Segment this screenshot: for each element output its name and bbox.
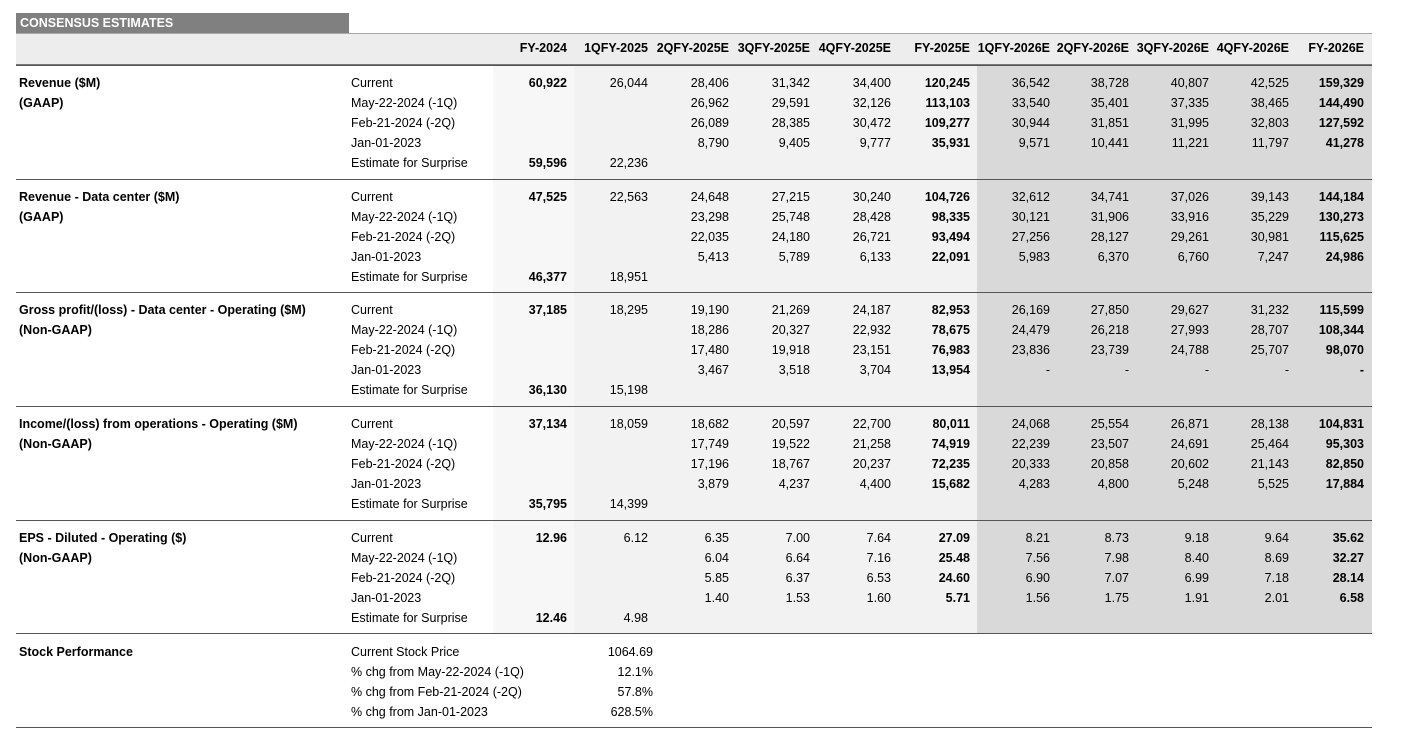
- table-cell: 80,011: [932, 417, 970, 431]
- table-cell: 7.56: [1025, 551, 1050, 565]
- table-cell: 22,563: [609, 190, 648, 204]
- table-cell: 60,922: [528, 76, 567, 90]
- row-label: Feb-21-2024 (-2Q): [351, 230, 456, 244]
- table-cell: 113,103: [925, 96, 970, 110]
- row-label: Feb-21-2024 (-2Q): [351, 457, 456, 471]
- table-cell: 23,151: [852, 343, 891, 357]
- table-cell: 3,704: [859, 363, 891, 377]
- table-cell: 6,370: [1097, 250, 1129, 264]
- table-cell: -: [1284, 363, 1289, 377]
- table-cell: 20,327: [771, 323, 810, 337]
- row-label: Jan-01-2023: [351, 477, 422, 491]
- row-label: Current: [351, 417, 393, 431]
- table-cell: 8,790: [697, 136, 729, 150]
- table-cell: 18,951: [609, 270, 648, 284]
- table-cell: 82,850: [1325, 457, 1364, 471]
- table-cell: 28,385: [771, 116, 810, 130]
- table-cell: 6,760: [1177, 250, 1209, 264]
- table-cell: 20,858: [1090, 457, 1129, 471]
- table-cell: 7.16: [866, 551, 891, 565]
- table-cell: 30,472: [852, 116, 891, 130]
- table-cell: 35,229: [1250, 210, 1289, 224]
- column-header: FY-2025E: [914, 41, 970, 55]
- column-header: FY-2026E: [1308, 41, 1364, 55]
- table-cell: 46,377: [528, 270, 567, 284]
- table-cell: 35,401: [1090, 96, 1129, 110]
- table-cell: 6,133: [859, 250, 891, 264]
- row-label: Jan-01-2023: [351, 363, 422, 377]
- table-cell: 28,406: [690, 76, 729, 90]
- table-cell: 27,850: [1090, 303, 1129, 317]
- table-cell: 78,675: [931, 323, 970, 337]
- row-label: Jan-01-2023: [351, 136, 422, 150]
- table-cell: 23,298: [690, 210, 729, 224]
- row-label: Jan-01-2023: [351, 250, 422, 264]
- table-cell: 37,134: [528, 417, 567, 431]
- table-cell: 26,962: [690, 96, 729, 110]
- table-cell: 24,788: [1170, 343, 1209, 357]
- table-cell: 32,803: [1250, 116, 1289, 130]
- table-cell: 4,800: [1097, 477, 1129, 491]
- table-cell: 104,831: [1318, 417, 1364, 431]
- table-cell: 14,399: [609, 497, 648, 511]
- table-cell: 8.40: [1184, 551, 1209, 565]
- table-cell: 12.46: [535, 611, 567, 625]
- table-cell: 21,269: [771, 303, 810, 317]
- table-cell: 19,522: [771, 437, 810, 451]
- table-cell: 35,931: [931, 136, 970, 150]
- section-divider: [16, 65, 1372, 66]
- table-cell: 6.12: [623, 531, 648, 545]
- stock-row-value: 1064.69: [607, 645, 653, 659]
- table-cell: 15,198: [609, 383, 648, 397]
- row-label: May-22-2024 (-1Q): [351, 96, 458, 110]
- table-cell: 3,879: [697, 477, 729, 491]
- table-cell: 144,184: [1318, 190, 1364, 204]
- table-title: CONSENSUS ESTIMATES: [16, 13, 349, 33]
- row-label: Current: [351, 76, 393, 90]
- stock-row-value: 57.8%: [617, 685, 653, 699]
- table-cell: 32.27: [1332, 551, 1364, 565]
- table-cell: 7.18: [1264, 571, 1289, 585]
- table-cell: 26,169: [1011, 303, 1050, 317]
- table-cell: 35,795: [528, 497, 567, 511]
- stock-performance-label: Stock Performance: [19, 645, 133, 659]
- table-cell: 9.64: [1264, 531, 1289, 545]
- section-sublabel: (Non-GAAP): [19, 437, 92, 451]
- table-cell: 29,591: [771, 96, 810, 110]
- table-cell: 25,554: [1090, 417, 1129, 431]
- table-cell: 26,721: [852, 230, 891, 244]
- table-cell: 76,983: [931, 343, 970, 357]
- table-cell: 2.01: [1264, 591, 1289, 605]
- table-cell: 120,245: [924, 76, 970, 90]
- table-cell: 31,342: [771, 76, 810, 90]
- table-cell: 4,400: [859, 477, 891, 491]
- table-cell: 26,218: [1090, 323, 1129, 337]
- table-cell: 31,906: [1090, 210, 1129, 224]
- table-cell: 47,525: [528, 190, 567, 204]
- table-cell: 28,707: [1250, 323, 1289, 337]
- table-cell: 9,571: [1018, 136, 1050, 150]
- table-cell: 39,143: [1250, 190, 1289, 204]
- table-cell: 6.58: [1339, 591, 1364, 605]
- column-header: 2QFY-2025E: [656, 41, 729, 55]
- table-cell: 27.09: [938, 531, 970, 545]
- table-cell: 26,089: [690, 116, 729, 130]
- table-cell: 6.37: [785, 571, 810, 585]
- table-cell: 8.73: [1104, 531, 1129, 545]
- table-cell: 22,236: [609, 156, 648, 170]
- table-cell: 7.64: [866, 531, 891, 545]
- table-cell: 32,612: [1011, 190, 1050, 204]
- table-cell: 127,592: [1318, 116, 1364, 130]
- table-cell: 23,739: [1090, 343, 1129, 357]
- table-cell: 20,597: [771, 417, 810, 431]
- table-cell: 23,836: [1011, 343, 1050, 357]
- section-label: EPS - Diluted - Operating ($): [19, 531, 187, 545]
- column-header: FY-2024: [519, 41, 567, 55]
- table-cell: 95,303: [1325, 437, 1364, 451]
- table-cell: 104,726: [924, 190, 970, 204]
- table-cell: 22,091: [931, 250, 970, 264]
- table-cell: 18,767: [771, 457, 810, 471]
- table-cell: 12.96: [535, 531, 567, 545]
- row-label: Estimate for Surprise: [351, 156, 468, 170]
- column-header: 2QFY-2026E: [1056, 41, 1129, 55]
- table-cell: 1.91: [1184, 591, 1209, 605]
- table-cell: 35.62: [1332, 531, 1364, 545]
- table-cell: 11,221: [1171, 136, 1209, 150]
- table-cell: 37,026: [1170, 190, 1209, 204]
- table-cell: 1.60: [866, 591, 891, 605]
- section-divider: [16, 292, 1372, 293]
- table-cell: 7.07: [1104, 571, 1129, 585]
- column-header: 4QFY-2026E: [1216, 41, 1289, 55]
- table-cell: 33,540: [1011, 96, 1050, 110]
- table-cell: 30,981: [1250, 230, 1289, 244]
- table-cell: 24,986: [1325, 250, 1364, 264]
- row-label: May-22-2024 (-1Q): [351, 437, 458, 451]
- table-cell: 26,871: [1170, 417, 1209, 431]
- table-cell: 159,329: [1318, 76, 1364, 90]
- row-label: Estimate for Surprise: [351, 383, 468, 397]
- table-cell: 29,261: [1170, 230, 1209, 244]
- table-cell: 8.69: [1264, 551, 1289, 565]
- table-cell: 30,121: [1011, 210, 1050, 224]
- section-divider: [16, 633, 1372, 634]
- table-cell: 22,932: [852, 323, 891, 337]
- table-cell: 115,625: [1319, 230, 1364, 244]
- table-cell: -: [1359, 363, 1364, 377]
- table-cell: 32,126: [852, 96, 891, 110]
- table-cell: 38,465: [1250, 96, 1289, 110]
- section-label: Income/(loss) from operations - Operating ($M): [19, 417, 298, 431]
- section-divider: [16, 179, 1372, 180]
- table-cell: 36,542: [1011, 76, 1050, 90]
- table-cell: 24,691: [1170, 437, 1209, 451]
- table-cell: 37,185: [528, 303, 567, 317]
- section-sublabel: (Non-GAAP): [19, 323, 92, 337]
- table-cell: -: [1045, 363, 1050, 377]
- table-cell: 3,518: [778, 363, 810, 377]
- table-cell: 9.18: [1184, 531, 1209, 545]
- table-cell: 18,059: [609, 417, 648, 431]
- table-cell: 40,807: [1170, 76, 1209, 90]
- table-cell: 28,127: [1090, 230, 1129, 244]
- table-cell: 6.04: [704, 551, 729, 565]
- table-cell: 72,235: [931, 457, 970, 471]
- table-cell: 28,428: [852, 210, 891, 224]
- table-cell: 5,413: [697, 250, 729, 264]
- table-cell: 24,068: [1011, 417, 1050, 431]
- table-cell: 1.75: [1104, 591, 1129, 605]
- table-cell: 7,247: [1257, 250, 1289, 264]
- row-label: Feb-21-2024 (-2Q): [351, 116, 456, 130]
- column-header: 1QFY-2026E: [977, 41, 1050, 55]
- row-label: Estimate for Surprise: [351, 611, 468, 625]
- column-header: 1QFY-2025: [584, 41, 648, 55]
- table-cell: 4,283: [1018, 477, 1050, 491]
- table-cell: 31,851: [1090, 116, 1129, 130]
- table-cell: 9,777: [859, 136, 891, 150]
- row-label: Feb-21-2024 (-2Q): [351, 571, 456, 585]
- table-cell: 59,596: [528, 156, 567, 170]
- row-label: Feb-21-2024 (-2Q): [351, 343, 456, 357]
- table-cell: 31,232: [1250, 303, 1289, 317]
- table-cell: 34,400: [852, 76, 891, 90]
- section-label: Revenue - Data center ($M): [19, 190, 180, 204]
- table-cell: 5,525: [1257, 477, 1289, 491]
- row-label: May-22-2024 (-1Q): [351, 210, 458, 224]
- table-cell: 21,258: [852, 437, 891, 451]
- table-cell: 27,256: [1011, 230, 1050, 244]
- table-cell: 6.64: [785, 551, 810, 565]
- table-cell: 19,918: [771, 343, 810, 357]
- table-cell: 24,479: [1011, 323, 1050, 337]
- table-cell: 6.99: [1184, 571, 1209, 585]
- table-cell: 24,648: [690, 190, 729, 204]
- table-cell: 5,983: [1018, 250, 1050, 264]
- table-cell: 13,954: [931, 363, 970, 377]
- table-cell: 144,490: [1318, 96, 1364, 110]
- section-label: Revenue ($M): [19, 76, 101, 90]
- table-cell: 5.71: [945, 591, 970, 605]
- table-cell: 8.21: [1025, 531, 1050, 545]
- table-cell: 98,070: [1325, 343, 1364, 357]
- table-cell: 34,741: [1090, 190, 1129, 204]
- table-cell: 93,494: [931, 230, 970, 244]
- table-cell: 4.98: [623, 611, 648, 625]
- table-cell: 25,707: [1250, 343, 1289, 357]
- table-cell: 26,044: [609, 76, 648, 90]
- table-cell: -: [1124, 363, 1129, 377]
- table-cell: 6.90: [1025, 571, 1050, 585]
- table-cell: 33,916: [1170, 210, 1209, 224]
- table-cell: 41,278: [1325, 136, 1364, 150]
- stock-row-label: Current Stock Price: [351, 645, 460, 659]
- table-cell: 1.56: [1025, 591, 1050, 605]
- table-cell: 25,464: [1250, 437, 1289, 451]
- table-cell: 7.00: [785, 531, 810, 545]
- table-cell: 108,344: [1318, 323, 1364, 337]
- table-cell: 4,237: [778, 477, 810, 491]
- table-cell: 3,467: [697, 363, 729, 377]
- table-cell: 25,748: [771, 210, 810, 224]
- column-header: 3QFY-2026E: [1136, 41, 1209, 55]
- table-cell: 6.35: [704, 531, 729, 545]
- table-cell: 1.40: [704, 591, 729, 605]
- table-cell: 5,248: [1177, 477, 1209, 491]
- table-cell: 5,789: [778, 250, 810, 264]
- table-cell: 109,277: [924, 116, 970, 130]
- table-cell: 7.98: [1104, 551, 1129, 565]
- table-cell: 9,405: [778, 136, 810, 150]
- stock-row-value: 628.5%: [610, 705, 653, 719]
- table-cell: 11,797: [1251, 136, 1289, 150]
- table-cell: 28,138: [1250, 417, 1289, 431]
- bottom-rule: [16, 727, 1372, 728]
- table-cell: 22,700: [852, 417, 891, 431]
- row-label: May-22-2024 (-1Q): [351, 551, 458, 565]
- table-cell: 30,240: [852, 190, 891, 204]
- section-sublabel: (GAAP): [19, 210, 64, 224]
- table-cell: 115,599: [1319, 303, 1364, 317]
- table-cell: 42,525: [1250, 76, 1289, 90]
- table-cell: 17,884: [1325, 477, 1364, 491]
- table-cell: 6.53: [866, 571, 891, 585]
- column-header: 4QFY-2025E: [818, 41, 891, 55]
- stock-row-label: % chg from Jan-01-2023: [351, 705, 488, 719]
- column-header: 3QFY-2025E: [737, 41, 810, 55]
- row-label: Current: [351, 303, 393, 317]
- table-cell: 18,286: [690, 323, 729, 337]
- stock-row-value: 12.1%: [617, 665, 653, 679]
- table-cell: 17,480: [690, 343, 729, 357]
- table-cell: 22,239: [1011, 437, 1050, 451]
- table-cell: 74,919: [931, 437, 970, 451]
- table-cell: 5.85: [704, 571, 729, 585]
- row-label: Current: [351, 190, 393, 204]
- table-cell: 25.48: [938, 551, 970, 565]
- table-cell: 17,749: [690, 437, 729, 451]
- table-cell: 18,682: [690, 417, 729, 431]
- table-cell: 20,333: [1011, 457, 1050, 471]
- section-label: Gross profit/(loss) - Data center - Operating ($M): [19, 303, 306, 317]
- table-cell: 18,295: [609, 303, 648, 317]
- table-cell: 22,035: [690, 230, 729, 244]
- row-label: Current: [351, 531, 393, 545]
- table-cell: 27,215: [771, 190, 810, 204]
- row-label: Estimate for Surprise: [351, 497, 468, 511]
- row-label: Jan-01-2023: [351, 591, 422, 605]
- table-cell: 24,180: [771, 230, 810, 244]
- table-cell: 19,190: [690, 303, 729, 317]
- table-cell: 29,627: [1170, 303, 1209, 317]
- table-cell: 82,953: [931, 303, 970, 317]
- table-cell: 27,993: [1170, 323, 1209, 337]
- table-cell: 38,728: [1090, 76, 1129, 90]
- table-cell: 10,441: [1090, 136, 1129, 150]
- table-cell: 24.60: [938, 571, 970, 585]
- table-cell: 37,335: [1170, 96, 1209, 110]
- table-cell: 130,273: [1318, 210, 1364, 224]
- table-cell: 28.14: [1332, 571, 1364, 585]
- table-cell: 36,130: [528, 383, 567, 397]
- section-sublabel: (Non-GAAP): [19, 551, 92, 565]
- table-cell: 1.53: [785, 591, 810, 605]
- table-cell: 15,682: [931, 477, 970, 491]
- table-cell: 23,507: [1090, 437, 1129, 451]
- table-cell: 17,196: [690, 457, 729, 471]
- section-sublabel: (GAAP): [19, 96, 64, 110]
- table-cell: 21,143: [1250, 457, 1289, 471]
- table-cell: 20,237: [852, 457, 891, 471]
- stock-row-label: % chg from Feb-21-2024 (-2Q): [351, 685, 522, 699]
- row-label: May-22-2024 (-1Q): [351, 323, 458, 337]
- table-cell: 20,602: [1170, 457, 1209, 471]
- section-divider: [16, 520, 1372, 521]
- table-cell: 31,995: [1170, 116, 1209, 130]
- table-cell: 30,944: [1011, 116, 1050, 130]
- section-divider: [16, 406, 1372, 407]
- table-cell: 24,187: [852, 303, 891, 317]
- row-label: Estimate for Surprise: [351, 270, 468, 284]
- table-cell: 98,335: [931, 210, 970, 224]
- stock-row-label: % chg from May-22-2024 (-1Q): [351, 665, 524, 679]
- table-cell: -: [1204, 363, 1209, 377]
